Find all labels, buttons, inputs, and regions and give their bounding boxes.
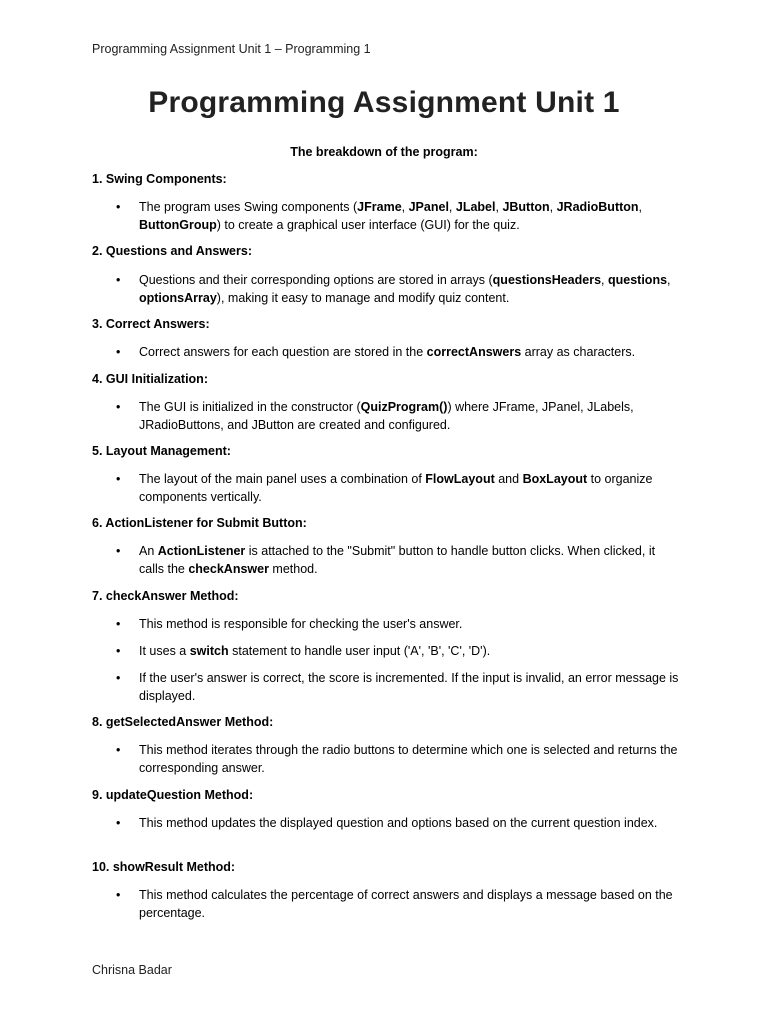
section-heading: 3. Correct Answers:	[92, 317, 210, 331]
text-run: ,	[667, 273, 671, 287]
section-heading: 7. checkAnswer Method:	[92, 589, 239, 603]
text-run: ,	[549, 200, 557, 214]
page-title: Programming Assignment Unit 1	[148, 86, 620, 119]
text-run: This method iterates through the radio buttons to determine which one is selected and returns the corresponding answer.	[139, 743, 678, 775]
text-run: ), making it easy to manage and modify quiz content.	[216, 290, 510, 305]
bold-term: optionsArray	[139, 290, 217, 305]
document-subtitle: The breakdown of the program:	[290, 145, 478, 159]
bullet-glyph: •	[116, 544, 121, 558]
bullet-item	[139, 670, 679, 705]
text-run: statement to handle user input ('A', 'B', 'C', 'D').	[228, 644, 491, 658]
text-run: This method updates the displayed question and options based on the current question index.	[139, 816, 658, 830]
bullet-glyph: •	[116, 345, 121, 359]
bold-term: JLabel	[455, 200, 496, 214]
text-run: An	[139, 544, 158, 558]
bullet-glyph: •	[116, 200, 121, 214]
bullet-item	[139, 815, 679, 833]
bullet-glyph: •	[116, 816, 121, 830]
bullet-item	[139, 399, 679, 434]
bold-term: JButton	[502, 200, 550, 214]
section-heading: 5. Layout Management:	[92, 444, 231, 458]
text-run: It uses a	[139, 644, 190, 658]
bullet-item	[139, 199, 679, 234]
text-run: is attached to the "Submit" button to handle button clicks. When clicked, it calls the	[139, 544, 656, 576]
text-run: Questions and their corresponding options are stored in arrays (	[139, 273, 493, 287]
section-heading: 1. Swing Components:	[92, 172, 227, 186]
bold-term: questions	[608, 273, 668, 287]
bullet-glyph: •	[116, 671, 121, 685]
text-run: array as characters.	[521, 345, 636, 359]
bullet-item	[139, 643, 679, 661]
text-run: method.	[268, 561, 318, 576]
text-run: ,	[401, 200, 409, 214]
bold-term: correctAnswers	[426, 345, 522, 359]
text-run: This method is responsible for checking the user's answer.	[139, 617, 463, 631]
text-run: ) where JFrame, JPanel, JLabels, JRadioButtons, and JButton are created and configured.	[139, 400, 634, 432]
section-heading: 6. ActionListener for Submit Button:	[92, 516, 307, 530]
text-run: and	[494, 472, 523, 486]
bullet-item	[139, 616, 679, 634]
text-run: ,	[638, 200, 643, 214]
text-run: The GUI is initialized in the constructor (	[139, 400, 361, 414]
text-run: ) to create a graphical user interface (GUI) for the quiz.	[216, 217, 520, 232]
text-run: ,	[601, 273, 608, 287]
bullet-glyph: •	[116, 644, 121, 658]
bullet-glyph: •	[116, 617, 121, 631]
section-heading: 10. showResult Method:	[92, 860, 236, 874]
bold-term: JPanel	[408, 200, 449, 214]
bullet-glyph: •	[116, 400, 121, 414]
text-run: to organize components vertically.	[139, 472, 653, 504]
bullet-glyph: •	[116, 888, 121, 902]
text-run: ,	[448, 200, 456, 214]
bold-term: QuizProgram()	[360, 400, 448, 414]
text-run: The program uses Swing components (	[139, 200, 358, 214]
section-heading: 4. GUI Initialization:	[92, 372, 208, 386]
bold-term: ActionListener	[157, 544, 246, 558]
bullet-glyph: •	[116, 472, 121, 486]
bullet-item	[139, 471, 679, 506]
text-run: The layout of the main panel uses a combination of	[139, 472, 426, 486]
section-heading: 9. updateQuestion Method:	[92, 788, 254, 802]
text-run: If the user's answer is correct, the score is incremented. If the input is invalid, an error message is displayed.	[139, 671, 679, 703]
page-header: Programming Assignment Unit 1 – Programming 1	[92, 42, 371, 56]
bold-term: switch	[189, 644, 229, 658]
bold-term: BoxLayout	[522, 472, 588, 486]
bullet-item	[139, 272, 679, 307]
bullet-glyph: •	[116, 743, 121, 757]
bullet-item	[139, 543, 679, 578]
text-run: This method calculates the percentage of correct answers and displays a message based on the percentage.	[139, 888, 673, 920]
bold-term: questionsHeaders	[492, 273, 602, 287]
bold-term: FlowLayout	[425, 472, 495, 486]
bullet-item	[139, 887, 679, 922]
bullet-glyph: •	[116, 273, 121, 287]
page-footer-author: Chrisna Badar	[92, 963, 172, 977]
bullet-item	[139, 344, 679, 362]
bold-term: ButtonGroup	[139, 217, 217, 232]
text-run: ,	[495, 200, 503, 214]
bold-term: JRadioButton	[556, 200, 639, 214]
text-run: Correct answers for each question are stored in the	[139, 345, 427, 359]
bold-term: checkAnswer	[188, 561, 269, 576]
bullet-item	[139, 742, 679, 777]
section-heading: 2. Questions and Answers:	[92, 244, 252, 258]
bold-term: JFrame	[357, 200, 402, 214]
section-heading: 8. getSelectedAnswer Method:	[92, 715, 274, 729]
